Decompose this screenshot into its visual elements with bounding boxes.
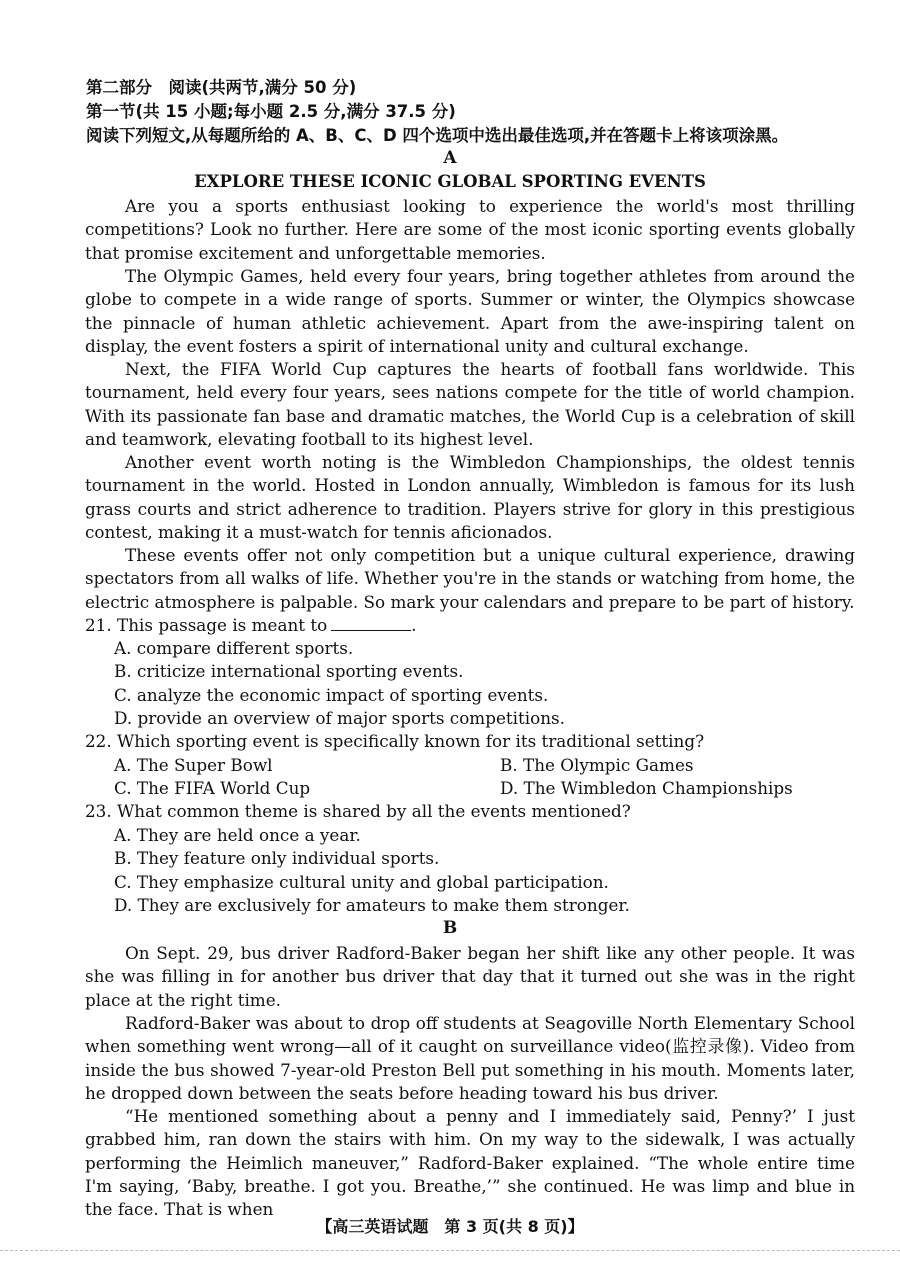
passage-a-paragraph: Another event worth noting is the Wimbledon Championships, the oldest tennis tournament in the world. Hosted in London annually, Wimbledon is famous for its lush grass courts and strict adherence to tradition. Players strive for glory in this prestigious contest, making it a must-watch for tennis aficionados. xyxy=(85,452,855,542)
passage-b-paragraph: Radford-Baker was about to drop off students at Seagoville North Elementary School when something went wrong—all of it caught on surveillance video(监控录像). Video from inside the bus showed 7-year-old Preston Bell put something in his mouth. Moments later, he dropped down between the seats before heading toward his bus driver. xyxy=(85,1013,855,1103)
question-22: 22. Which sporting event is specifically known for its traditional setting? xyxy=(85,731,705,751)
page-footer: 【高三英语试题 第 3 页(共 8 页)】 xyxy=(316,1217,584,1236)
passage-a-paragraph: Next, the FIFA World Cup captures the hearts of football fans worldwide. This tournament, held every four years, sees nations compete for the title of world champion. With its passionate fan base and dramatic matches, the World Cup is a celebration of skill and teamwork, elevating football to its highest level. xyxy=(85,359,855,449)
page-divider xyxy=(0,1250,900,1251)
option-22-a: A. The Super Bowl xyxy=(114,755,273,775)
passage-b-letter: B xyxy=(442,918,458,938)
question-stem: 21. This passage is meant to xyxy=(85,615,328,635)
part-heading: 第二部分 阅读(共两节,满分 50 分) xyxy=(86,78,357,97)
section-heading: 第一节(共 15 小题;每小题 2.5 分,满分 37.5 分) xyxy=(86,102,456,121)
passage-a-paragraph: These events offer not only competition but a unique cultural experience, drawing spectators from all walks of life. Whether you're in the stands or watching from home, the electric atmosphere is palpable. So mark your calendars and prepare to be part of history. xyxy=(85,545,855,612)
option-23-d: D. They are exclusively for amateurs to make them stronger. xyxy=(114,895,630,915)
question-21 xyxy=(85,614,417,637)
option-22-d: D. The Wimbledon Championships xyxy=(500,778,793,798)
option-21-a: A. compare different sports. xyxy=(114,638,354,658)
option-23-b: B. They feature only individual sports. xyxy=(114,848,440,868)
passage-b-paragraph: “He mentioned something about a penny and I immediately said, Penny?’ I just grabbed him, ran down the stairs with him. On my way to the sidewalk, I was actually performing the Heimlich maneuver,” Radford-Baker explained. “The whole entire time I'm saying, ‘Baby, breathe. I got you. Breathe,’” she continued. He was limp and blue in the face. That is when xyxy=(85,1106,855,1220)
passage-a-letter: A xyxy=(443,148,457,168)
instruction-text: 阅读下列短文,从每题所给的 A、B、C、D 四个选项中选出最佳选项,并在答题卡上将该项涂黑。 xyxy=(86,126,789,145)
question-23: 23. What common theme is shared by all the events mentioned? xyxy=(85,801,631,821)
passage-a-title: EXPLORE THESE ICONIC GLOBAL SPORTING EVENTS xyxy=(194,172,706,191)
passage-a-paragraph: Are you a sports enthusiast looking to experience the world's most thrilling competitions? Look no further. Here are some of the most iconic sporting events globally that promise excitement and unforgettable memories. xyxy=(85,196,855,263)
passage-a-paragraph: The Olympic Games, held every four years, bring together athletes from around the globe to compete in a wide range of sports. Summer or winter, the Olympics showcase the pinnacle of human athletic achievement. Apart from the awe-inspiring talent on display, the event fosters a spirit of international unity and cultural exchange. xyxy=(85,266,855,356)
question-stem-end: . xyxy=(411,615,417,635)
option-23-a: A. They are held once a year. xyxy=(114,825,361,845)
option-21-b: B. criticize international sporting events. xyxy=(114,661,464,681)
passage-b-paragraph: On Sept. 29, bus driver Radford-Baker began her shift like any other people. It was she was filling in for another bus driver that day that it turned out she was in the right place at the right time. xyxy=(85,943,855,1010)
option-21-d: D. provide an overview of major sports competitions. xyxy=(114,708,565,728)
option-23-c: C. They emphasize cultural unity and global participation. xyxy=(114,872,609,892)
option-22-c: C. The FIFA World Cup xyxy=(114,778,311,798)
option-22-b: B. The Olympic Games xyxy=(500,755,694,775)
option-21-c: C. analyze the economic impact of sporting events. xyxy=(114,685,549,705)
answer-blank xyxy=(331,616,411,631)
